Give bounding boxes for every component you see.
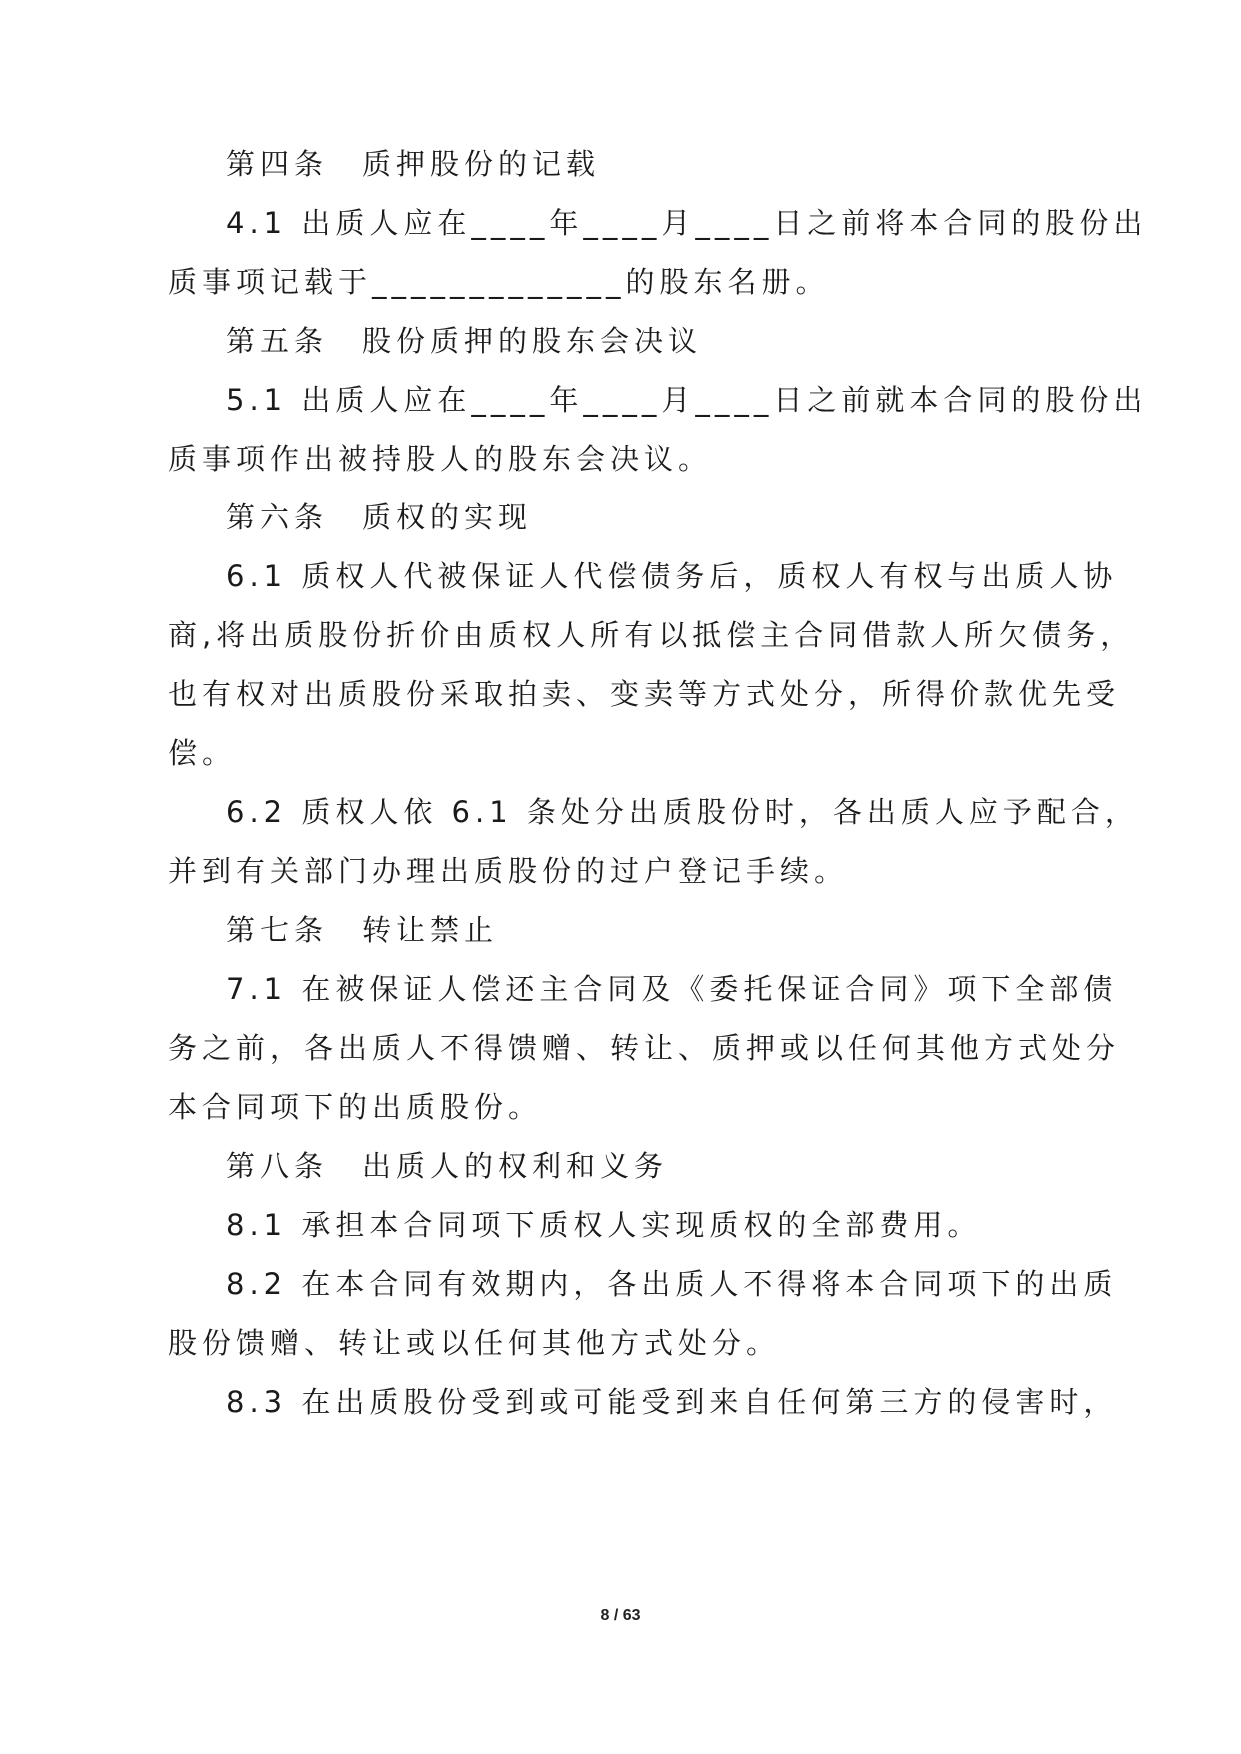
clause-4-1-line-1: 4.1 出质人应在____年____月____日之前将本合同的股份出 (226, 206, 1148, 240)
clause-7-1-line-1: 7.1 在被保证人偿还主合同及《委托保证合同》项下全部债 (226, 972, 1118, 1006)
clause-6-1-line-1: 6.1 质权人代被保证人代偿债务后，质权人有权与出质人协 (226, 559, 1118, 593)
clause-5-1-line-2: 质事项作出被持股人的股东会决议。 (168, 442, 713, 476)
clause-7-1-line-3: 本合同项下的出质股份。 (168, 1090, 543, 1124)
article-7-heading: 第七条 转让禁止 (226, 913, 499, 947)
article-6-heading: 第六条 质权的实现 (226, 500, 533, 534)
clause-8-3-line-1: 8.3 在出质股份受到或可能受到来自任何第三方的侵害时， (226, 1385, 1118, 1419)
article-8-heading: 第八条 出质人的权利和义务 (226, 1149, 669, 1183)
clause-6-2-line-1: 6.2 质权人依 6.1 条处分出质股份时，各出质人应予配合， (226, 795, 1139, 829)
clause-8-2-line-1: 8.2 在本合同有效期内，各出质人不得将本合同项下的出质 (226, 1267, 1118, 1301)
clause-8-2-line-2: 股份馈赠、转让或以任何其他方式处分。 (168, 1326, 781, 1360)
clause-6-1-line-3: 也有权对出质股份采取拍卖、变卖等方式处分，所得价款优先受 (168, 677, 1121, 711)
clause-6-2-line-2: 并到有关部门办理出质股份的过户登记手续。 (168, 854, 849, 888)
clause-5-1-line-1: 5.1 出质人应在____年____月____日之前就本合同的股份出 (226, 383, 1148, 417)
article-5-heading: 第五条 股份质押的股东会决议 (226, 324, 703, 358)
article-4-heading: 第四条 质押股份的记载 (226, 147, 601, 181)
clause-7-1-line-2: 务之前，各出质人不得馈赠、转让、质押或以任何其他方式处分 (168, 1031, 1121, 1065)
clause-6-1-line-4: 偿。 (168, 736, 237, 770)
clause-6-1-line-2: 商,将出质股份折价由质权人所有以抵偿主合同借款人所欠债务， (168, 618, 1135, 652)
clause-8-1: 8.1 承担本合同项下质权人实现质权的全部费用。 (226, 1208, 982, 1242)
clause-4-1-line-2: 质事项记载于_____________的股东名册。 (168, 265, 830, 299)
page-number: 8 / 63 (600, 1607, 641, 1624)
